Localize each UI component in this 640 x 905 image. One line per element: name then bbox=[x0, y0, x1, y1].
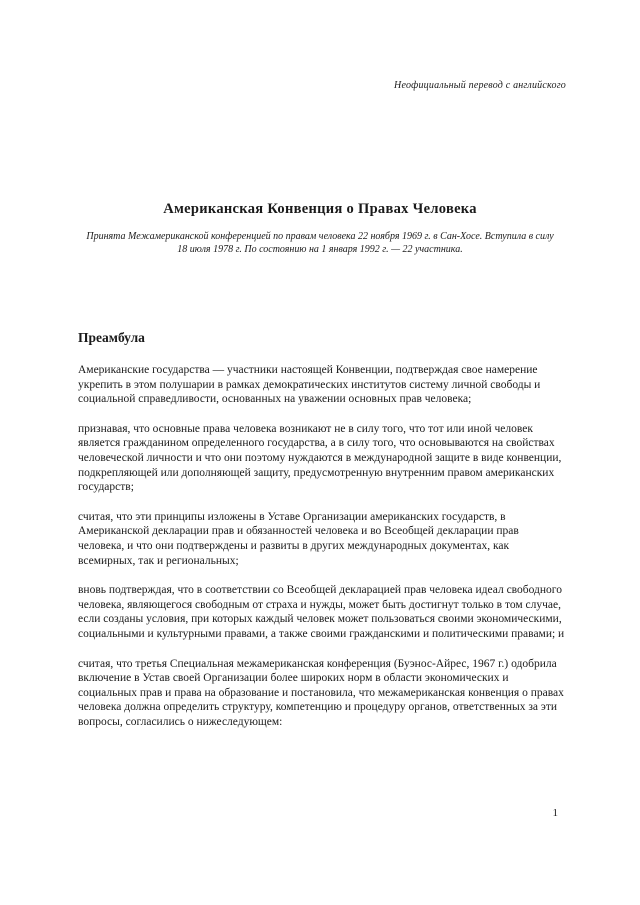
preamble-body bbox=[78, 363, 567, 744]
document-title: Американская Конвенция о Правах Человека bbox=[163, 201, 477, 217]
preamble-paragraph-5: считая, что третья Специальная межамериканская конференция (Буэнос-Айрес, 1967 г.) одобрила включение в Устав своей Организации более широких норм в области экономических и социальных прав и права на образование и постановила, что межамериканская конвенция о правах человека должна определить структуру, компетенцию и процедуру органов, ответственных за эти вопросы, согласились о нижеследующем: bbox=[78, 657, 564, 728]
preamble-paragraph-1: Американские государства — участники настоящей Конвенции, подтверждая свое намерение укрепить в этом полушарии в рамках демократических институтов систему личной свободы и социальной справедливости, основанных на уважении основных прав человека; bbox=[78, 364, 541, 406]
preamble-paragraph-4: вновь подтверждая, что в соответствии со Всеобщей декларацией прав человека идеал свободного человека, являющегося свободным от страха и нужды, может быть достигнут только в том случае, если созданы условия, при которых каждый человек может пользоваться своими экономическими, социальными и культурными правами, а также своими гражданскими и политическими правами; и bbox=[78, 584, 565, 640]
preamble-paragraph-3: считая, что эти принципы изложены в Уставе Организации американских государств, в Американской декларации прав и обязанностей человека и во Всеобщей декларации прав человека, и что они подтверждены и развиты в других международных документах, как всемирных, так и региональных; bbox=[78, 510, 519, 567]
document-subtitle: Принята Межамериканской конференцией по правам человека 22 ноября 1969 г. в Сан-Хосе. Вступила в силу 18 июля 1978 г. По состоянию на 1 января 1992 г. — 22 участника. bbox=[86, 231, 554, 255]
preamble-paragraph-2: признавая, что основные права человека возникают не в силу того, что тот или иной человек является гражданином определенного государства, а в силу того, что основываются на свойствах человеческой личности и что они поэтому нуждаются в международной защите в виде конвенции, подкрепляющей или дополняющей защиту, предусмотренную внутренним правом американских государств; bbox=[78, 422, 562, 494]
page-number: 1 bbox=[552, 807, 558, 819]
preamble-heading: Преамбула bbox=[78, 330, 145, 345]
translation-note: Неофициальный перевод с английского bbox=[394, 80, 566, 91]
